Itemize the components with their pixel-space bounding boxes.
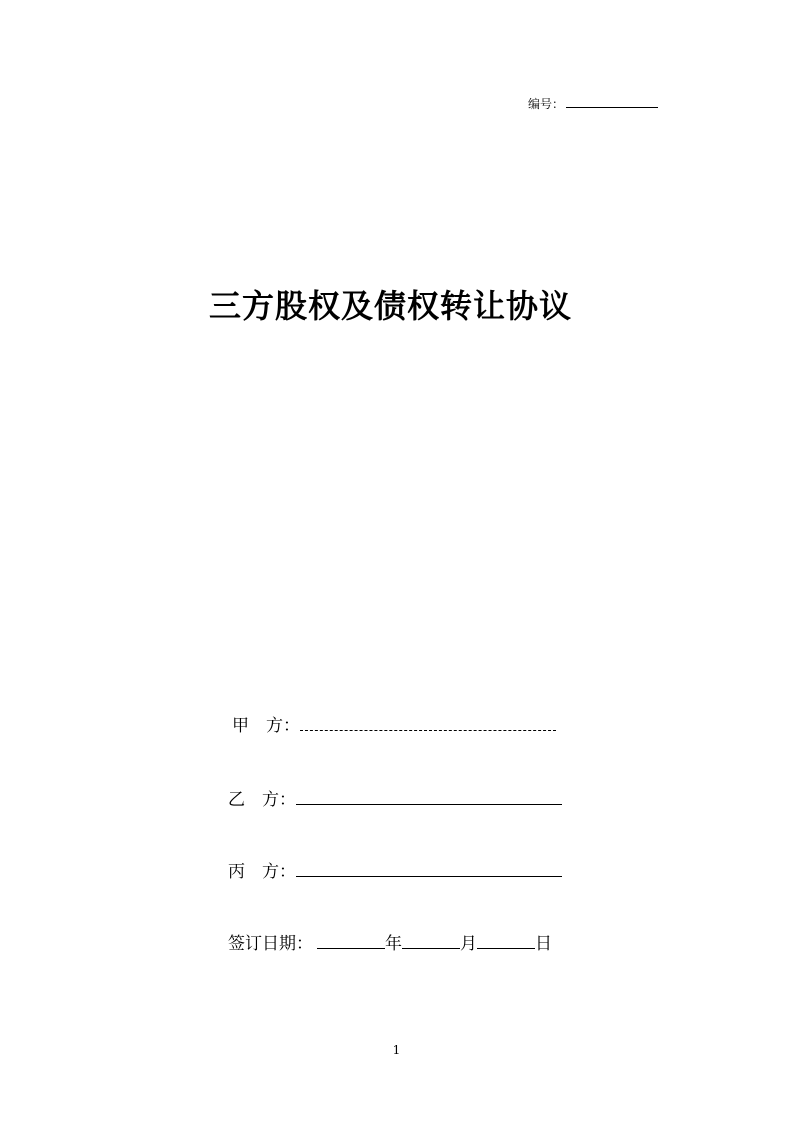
signing-date-label: 签订日期： xyxy=(228,934,313,954)
signing-date-field xyxy=(228,932,552,955)
party-a-field xyxy=(232,714,556,737)
document-number-label: 编号： xyxy=(528,97,565,111)
party-c-field xyxy=(228,860,562,883)
party-c-label: 丙 方： xyxy=(228,862,296,882)
party-b-field xyxy=(228,788,562,811)
page-title: 三方股权及债权转让协议 xyxy=(208,287,572,325)
month-blank xyxy=(402,932,460,949)
year-label: 年 xyxy=(385,934,402,954)
party-b-label: 乙 方： xyxy=(228,790,296,810)
month-label: 月 xyxy=(460,934,477,954)
day-label: 日 xyxy=(535,934,552,954)
party-b-blank xyxy=(296,788,562,805)
page-number: 1 xyxy=(392,1043,401,1057)
party-a-blank xyxy=(300,714,556,731)
party-c-blank xyxy=(296,860,562,877)
party-a-label: 甲 方： xyxy=(232,716,300,736)
document-number xyxy=(528,96,658,112)
day-blank xyxy=(477,932,535,949)
year-blank xyxy=(317,932,385,949)
document-number-blank xyxy=(566,97,658,108)
